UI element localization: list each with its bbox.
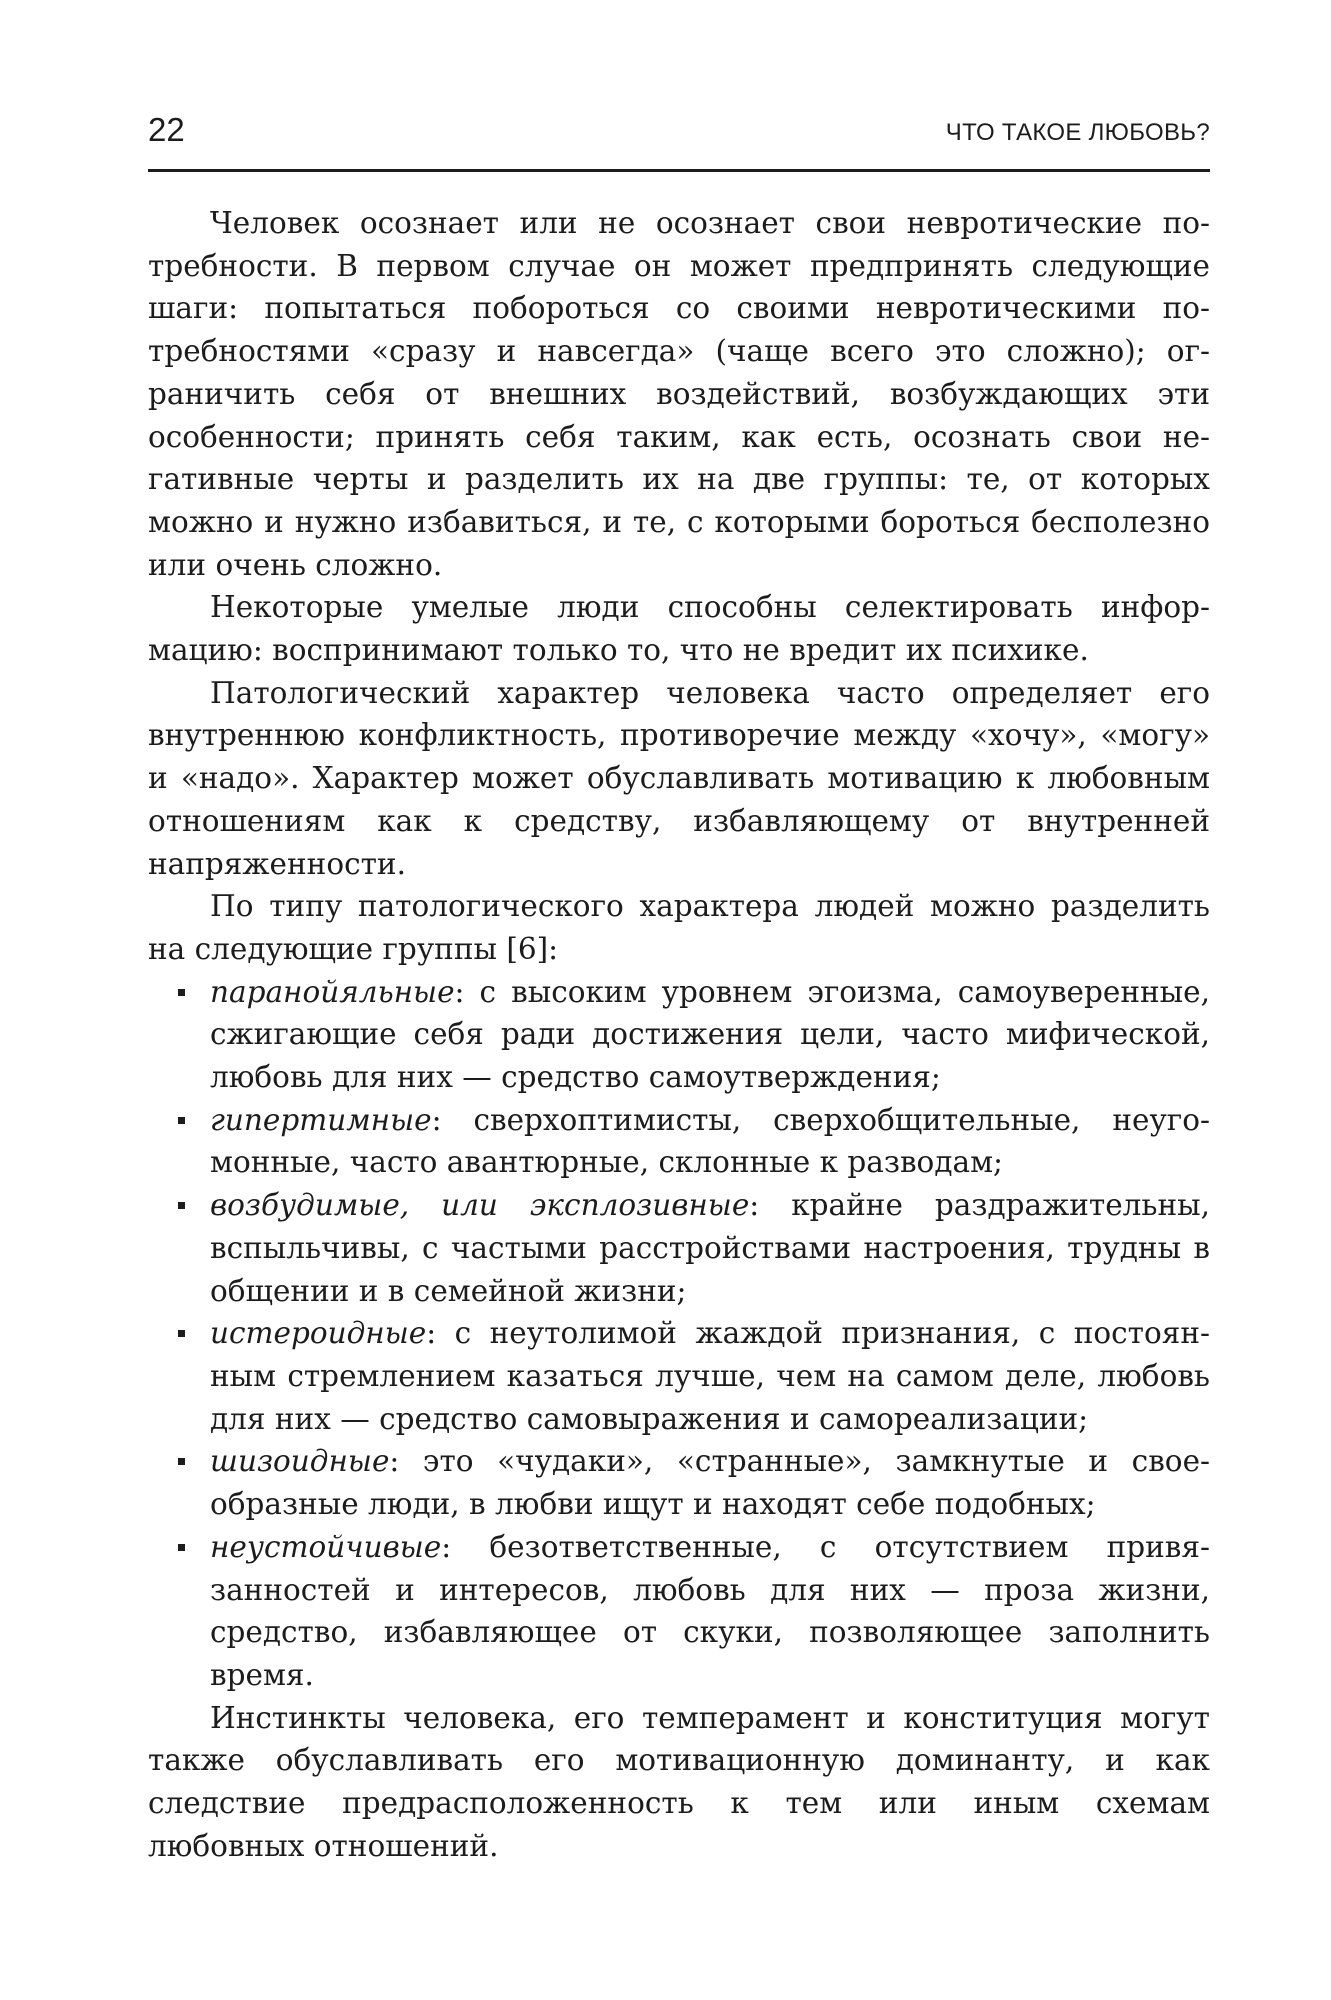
bullet-square-icon — [178, 1458, 185, 1465]
list-item-term: шизоидные — [210, 1444, 390, 1479]
running-title: ЧТО ТАКОЕ ЛЮБОВЬ? — [945, 119, 1210, 146]
page-body — [148, 202, 1210, 1867]
bullet-square-icon — [178, 1117, 185, 1124]
list-item-term: возбудимые, или эксплозивные — [210, 1188, 750, 1223]
list-item — [148, 1440, 1210, 1525]
character-types-list — [148, 971, 1210, 1697]
page-number: 22 — [148, 111, 185, 148]
bullet-square-icon — [178, 1544, 185, 1551]
list-item-term: истероидные — [210, 1316, 427, 1351]
bullet-square-icon — [178, 1202, 185, 1209]
list-item — [148, 1099, 1210, 1184]
paragraph: По типу патологического характера людей можно разделить на следующие группы [6]: — [148, 889, 1210, 966]
list-item-term: паранойяльные — [210, 974, 455, 1009]
list-item — [148, 1184, 1210, 1312]
bullet-square-icon — [178, 989, 185, 996]
list-item-term: неустойчивые — [210, 1529, 442, 1564]
bullet-square-icon — [178, 1330, 185, 1337]
list-item-text: : крайне раздражительны, вспыльчивы, с частыми расстройствами настроения, трудны в общении и в семейной жизни; — [210, 1188, 1210, 1308]
paragraph: Инстинкты человека, его темперамент и конституция могут также обуславливать его мотивационную доминанту, и как следствие предрасположенность к тем или иным схемам любовных отношений. — [148, 1700, 1210, 1863]
list-item — [148, 971, 1210, 1099]
list-item — [148, 1526, 1210, 1697]
paragraph: Патологический характер человека часто определяет его внутреннюю конфликтность, противоречие между «хочу», «могу» и «надо». Характер может обуславливать мотивацию к любовным отношениям как к средству, избавляющему от внутренней напряженности. — [148, 675, 1210, 881]
list-item-text: : с высоким уровнем эгоизма, самоуверенные, сжигающие себя ради достижения цели, часто мифической, любовь для них — средство самоутверждения; — [210, 974, 1210, 1095]
list-item-text: : безответственные, с отсутствием привязанностей и интересов, любовь для них — проза жизни, средство, избавляющее от скуки, позволяющее заполнить время. — [210, 1529, 1210, 1692]
page-header — [148, 110, 1210, 166]
list-item-term: гипертимные — [210, 1102, 432, 1137]
header-divider — [148, 169, 1210, 172]
paragraph: Некоторые умелые люди способны селектировать информацию: воспринимают только то, что не вредит их психике. — [148, 590, 1210, 668]
paragraph: Человек осознает или не осознает свои невротические потребности. В первом случае он может предпринять следующие шаги: попытаться побороться со своими невротическими потребностями «сразу и навсегда» (чаще всего это сложно); ограничить себя от внешних воздействий, возбуждающих эти особенности; принять себя таким, как есть, осознать свои негативные черты и разделить их на две группы: те, от которых можно и нужно избавиться, и те, с которыми бороться бесполезно или очень сложно. — [148, 206, 1210, 582]
list-item-text: : с неутолимой жаждой признания, с постоянным стремлением казаться лучше, чем на самом деле, любовь для них — средство самовыражения и самореализации; — [210, 1316, 1210, 1436]
list-item-text: : это «чудаки», «странные», замкнутые и своеобразные люди, в любви ищут и находят себе подобных; — [210, 1444, 1210, 1522]
list-item-text: : сверхоптимисты, сверхобщительные, неугомонные, часто авантюрные, склонные к разводам; — [210, 1102, 1210, 1180]
list-item — [148, 1312, 1210, 1440]
